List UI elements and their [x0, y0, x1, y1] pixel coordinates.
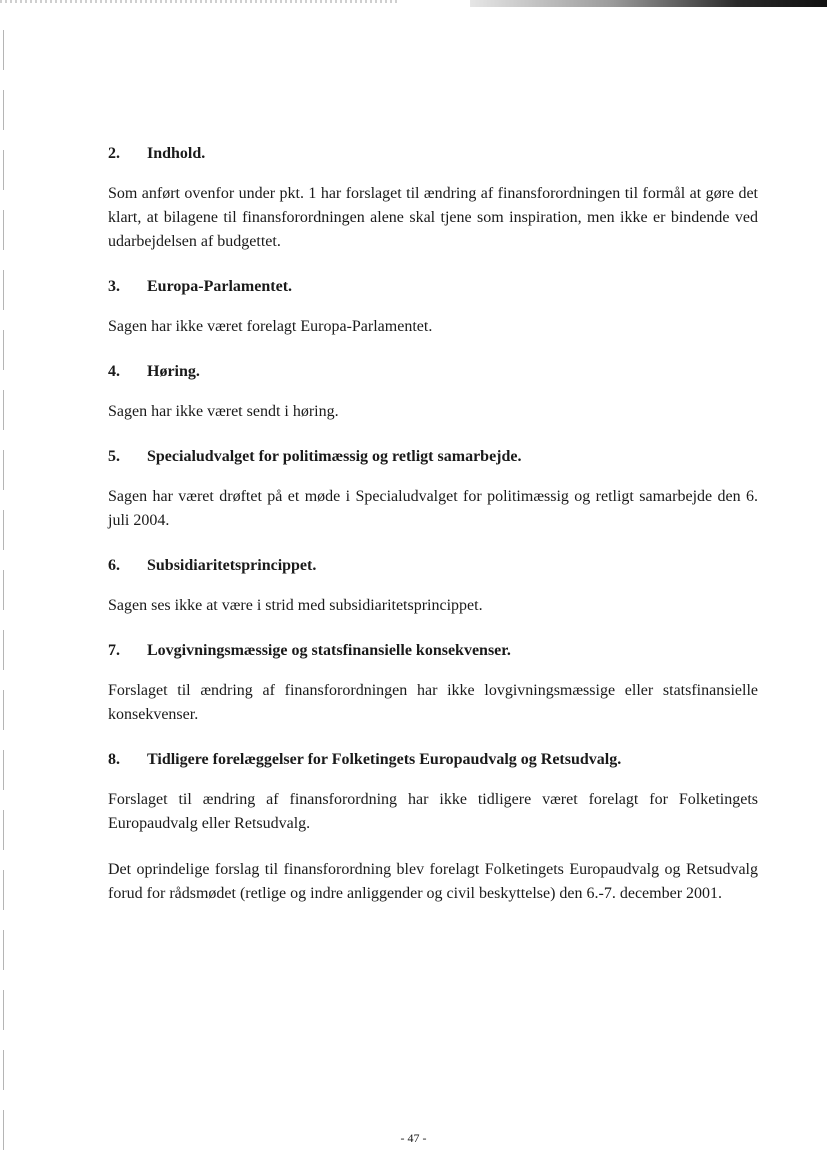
section-3 — [108, 276, 758, 339]
section-7 — [108, 640, 758, 727]
section-heading — [108, 361, 758, 383]
section-number: 6. — [108, 557, 120, 574]
section-8 — [108, 749, 758, 906]
scan-artifact-top-right — [470, 0, 827, 7]
section-title: Indhold. — [147, 145, 206, 162]
section-title: Subsidiaritetsprincippet. — [147, 557, 317, 574]
section-heading — [108, 446, 758, 468]
section-number: 3. — [108, 278, 120, 295]
page-number: - 47 - — [400, 1131, 427, 1145]
section-2 — [108, 143, 758, 254]
section-paragraph: Forslaget til ændring af finansforordning har ikke tidligere været forelagt for Folketingets Europaudvalg eller Retsudvalg. — [108, 791, 758, 832]
section-heading — [108, 555, 758, 577]
section-title: Lovgivningsmæssige og statsfinansielle konsekvenser. — [147, 642, 511, 659]
section-title: Tidligere forelæggelser for Folketingets Europaudvalg og Retsudvalg. — [147, 751, 622, 768]
document-body — [108, 143, 758, 928]
section-title: Specialudvalget for politimæssig og retligt samarbejde. — [147, 448, 522, 465]
section-paragraph: Sagen ses ikke at være i strid med subsidiaritetsprincippet. — [108, 597, 483, 614]
section-paragraph: Det oprindelige forslag til finansforordning blev forelagt Folketingets Europaudvalg og Retsudvalg forud for rådsmødet (retlige og indre anliggender og civil beskyttelse) den 6.-7. december 2001. — [108, 861, 758, 902]
section-5 — [108, 446, 758, 533]
scan-artifact-top-left — [0, 0, 400, 3]
section-number: 4. — [108, 363, 120, 380]
section-heading — [108, 640, 758, 662]
section-paragraph: Sagen har ikke været sendt i høring. — [108, 403, 339, 420]
section-heading — [108, 276, 758, 298]
section-paragraph: Sagen har været drøftet på et møde i Specialudvalget for politimæssig og retligt samarbejde den 6. juli 2004. — [108, 488, 758, 529]
scan-artifact-left-edge — [3, 30, 4, 1150]
section-number: 8. — [108, 751, 120, 768]
section-heading — [108, 749, 758, 771]
section-title: Høring. — [147, 363, 200, 380]
section-heading — [108, 143, 758, 165]
section-number: 5. — [108, 448, 120, 465]
section-number: 7. — [108, 642, 120, 659]
section-paragraph: Som anført ovenfor under pkt. 1 har forslaget til ændring af finansforordningen til formål at gøre det klart, at bilagene til finansforordningen alene skal tjene som inspiration, men ikke er bindende ved udarbejdelsen af budgettet. — [108, 185, 758, 250]
section-6 — [108, 555, 758, 618]
section-4 — [108, 361, 758, 424]
section-paragraph: Forslaget til ændring af finansforordningen har ikke lovgivningsmæssige eller statsfinansielle konsekvenser. — [108, 682, 758, 723]
section-title: Europa-Parlamentet. — [147, 278, 293, 295]
section-paragraph: Sagen har ikke været forelagt Europa-Parlamentet. — [108, 318, 433, 335]
section-number: 2. — [108, 145, 120, 162]
